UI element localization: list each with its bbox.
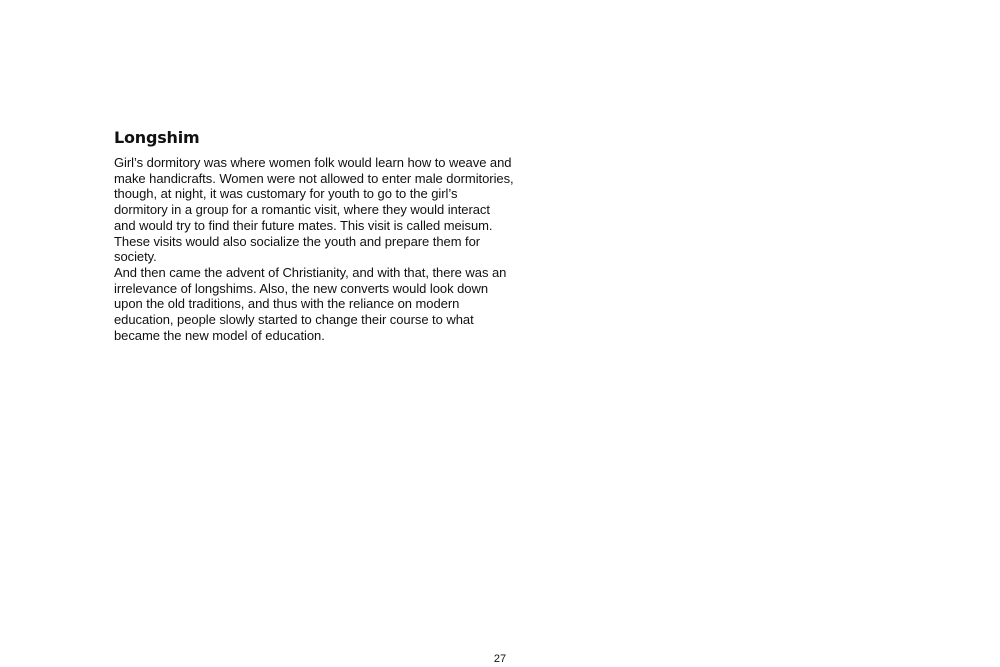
body-paragraph: And then came the advent of Christianity, and with that, there was an irrelevance of longshims. Also, the new converts would look down upon the old traditions, and thus with the reliance on modern education, people slowly started to change their course to what became the new model of education. [114,264,507,343]
section-heading: Longshim [114,128,200,147]
text-section [114,128,514,343]
body-paragraph: Girl’s dormitory was where women folk would learn how to weave and make handicrafts. Women were not allowed to enter male dormitories, though, at night, it was customary for youth to go to the girl’s dormitory in a group for a romantic visit, where they would interact and would try to find their future mates. This visit is called meisum. These visits would also socialize the youth and prepare them for society. [114,155,514,265]
page-number: 27 [493,653,507,665]
